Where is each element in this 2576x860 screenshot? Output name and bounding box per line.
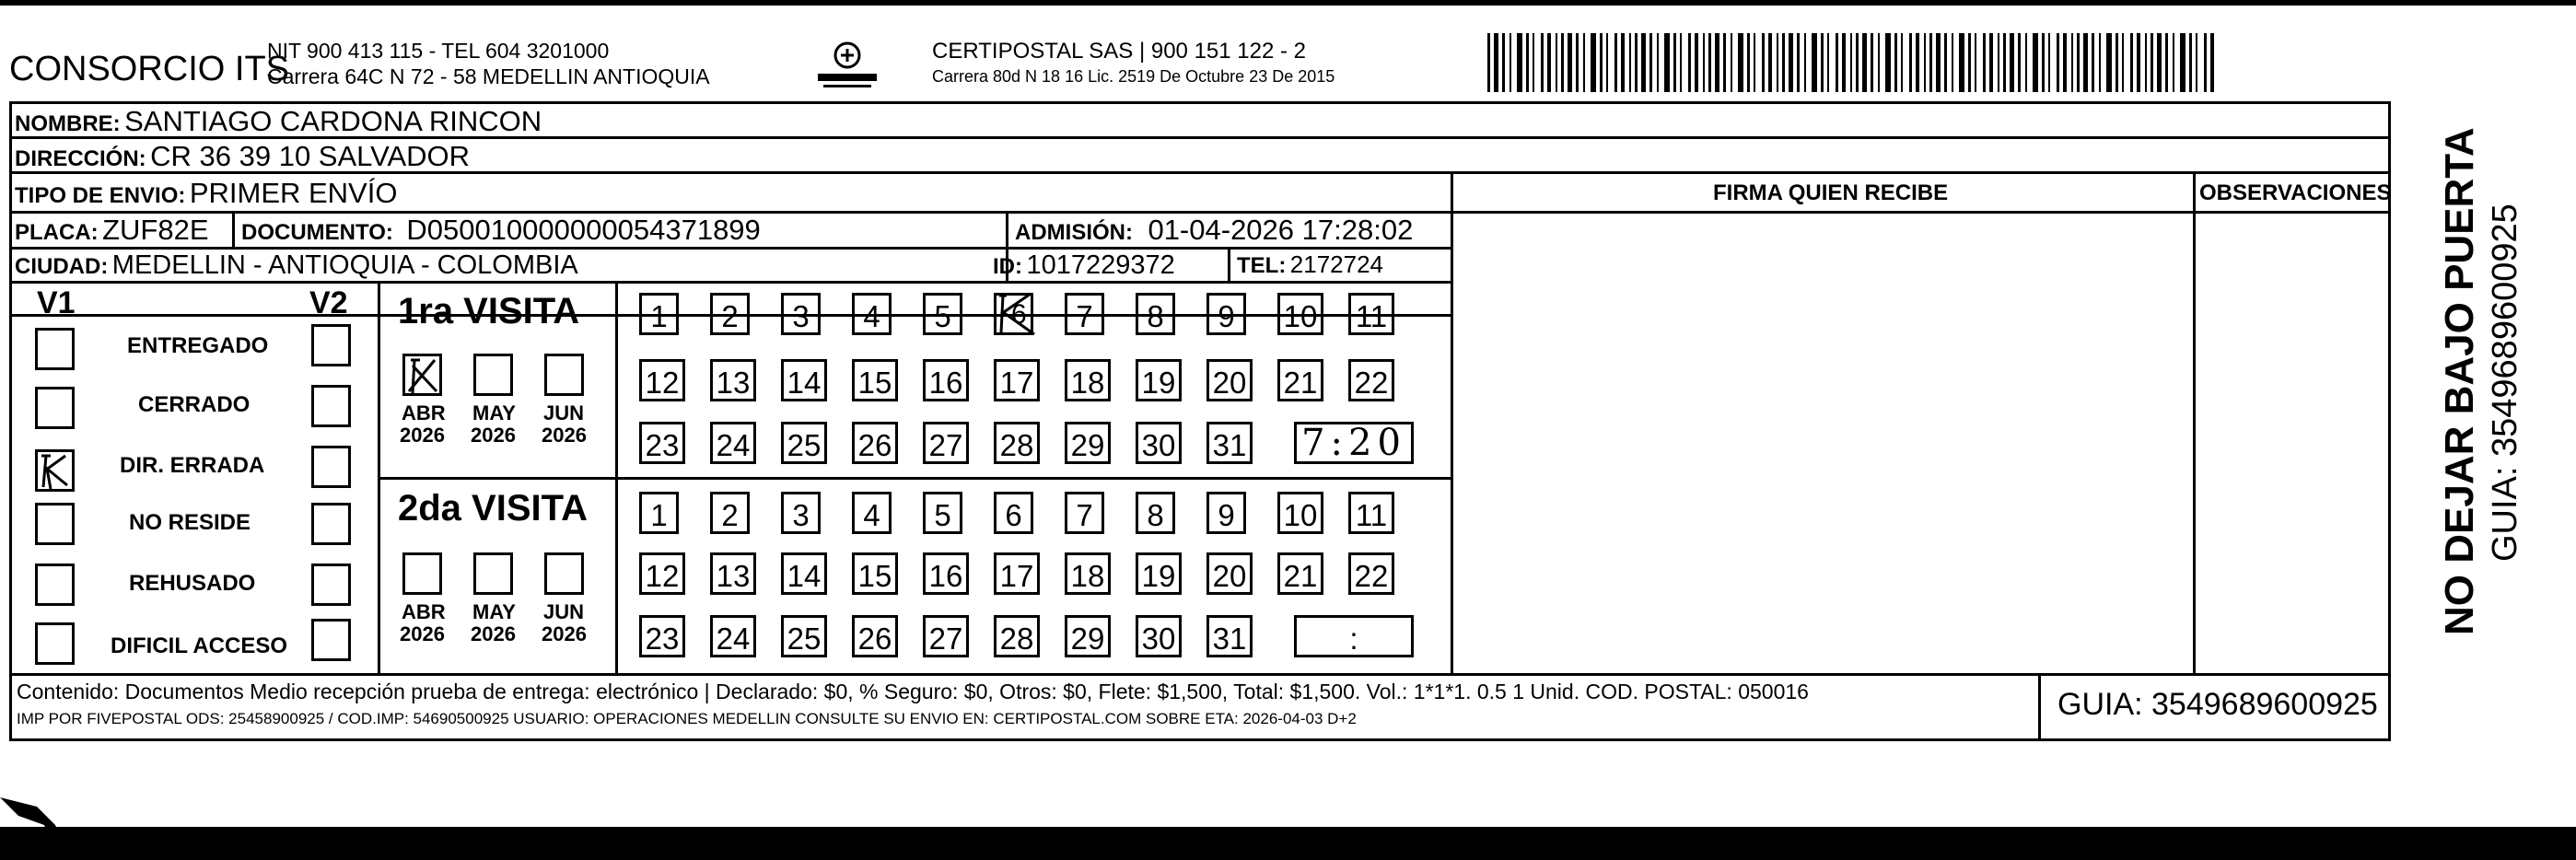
first-visit-day-11[interactable]: 11 — [1348, 293, 1394, 335]
barcode-bar — [1649, 33, 1652, 92]
second-visit-day-3[interactable]: 3 — [781, 492, 821, 534]
status-no-reside: NO RESIDE — [129, 510, 251, 535]
ciudad-label: CIUDAD: — [15, 254, 109, 279]
v1-no-reside-checkbox[interactable] — [35, 503, 75, 545]
first-visit-day-4[interactable]: 4 — [852, 293, 892, 335]
no-dejar-bajo-puerta: NO DEJAR BAJO PUERTA — [2437, 127, 2482, 635]
first-visit-day-28[interactable]: 28 — [994, 422, 1040, 464]
second-visit-month-label: MAY — [472, 600, 516, 623]
barcode-bar — [2010, 33, 2014, 92]
barcode-bar — [1614, 33, 1617, 92]
barcode-bar — [1812, 33, 1817, 92]
second-visit-day-2[interactable]: 2 — [710, 492, 750, 534]
barcode-bar — [1487, 33, 1490, 92]
placa-value: ZUF82E — [102, 214, 209, 246]
barcode-bar — [1502, 33, 1505, 92]
second-visit-month-label: ABR — [402, 600, 446, 623]
barcode-bar — [1641, 33, 1646, 92]
first-visit-time-field[interactable]: 7:20 — [1294, 422, 1414, 464]
barcode — [1487, 33, 2220, 92]
v2-dificil-acceso-checkbox[interactable] — [311, 619, 351, 661]
barcode-bar — [1975, 33, 1976, 92]
v2-no-reside-checkbox[interactable] — [311, 503, 351, 545]
barcode-bar — [1856, 33, 1859, 92]
first-visit-day-23[interactable]: 23 — [639, 422, 685, 464]
second-visit-day-14[interactable]: 14 — [781, 552, 827, 595]
barcode-bar — [1533, 33, 1534, 92]
barcode-bar — [2151, 33, 2153, 92]
barcode-bar — [2042, 33, 2045, 92]
first-visit-day-17[interactable]: 17 — [994, 359, 1040, 401]
second-visit-day-29[interactable]: 29 — [1065, 615, 1111, 657]
barcode-bar — [1989, 33, 1993, 92]
second-visit-day-7[interactable]: 7 — [1065, 492, 1104, 534]
scan-artifact — [0, 788, 111, 843]
v2-cerrado-checkbox[interactable] — [311, 385, 351, 427]
second-visit-day-21[interactable]: 21 — [1277, 552, 1323, 595]
first-visit-day-26[interactable]: 26 — [852, 422, 898, 464]
first-visit-day-7[interactable]: 7 — [1065, 293, 1104, 335]
barcode-bar — [1715, 33, 1719, 92]
barcode-bar — [2145, 33, 2147, 92]
first-visit-day-20[interactable]: 20 — [1206, 359, 1253, 401]
barcode-bar — [2018, 33, 2021, 92]
barcode-bar — [1695, 33, 1698, 92]
barcode-bar — [1583, 33, 1585, 92]
second-visit-time-field[interactable]: : — [1294, 615, 1414, 657]
barcode-bar — [1747, 33, 1750, 92]
v2-entregado-checkbox[interactable] — [311, 324, 351, 366]
tel-label: TEL: — [1237, 253, 1287, 278]
barcode-bar — [1836, 33, 1838, 92]
barcode-bar — [1591, 33, 1596, 92]
barcode-bar — [1754, 33, 1755, 92]
first-visit-day-27[interactable]: 27 — [923, 422, 969, 464]
second-visit-day-25[interactable]: 25 — [781, 615, 827, 657]
first-visit-day-21[interactable]: 21 — [1277, 359, 1323, 401]
barcode-bar — [1526, 33, 1529, 92]
first-visit-day-10[interactable]: 10 — [1277, 293, 1323, 335]
barcode-bar — [1924, 33, 1926, 92]
status-dificil-acceso: DIFICIL ACCESO — [111, 633, 288, 658]
first-visit-day-6[interactable]: 6 — [994, 293, 1033, 335]
second-visit-day-5[interactable]: 5 — [923, 492, 962, 534]
barcode-bar — [1568, 33, 1572, 92]
barcode-bar — [1657, 33, 1659, 92]
barcode-bar — [1782, 33, 1785, 92]
barcode-bar — [1708, 33, 1711, 92]
second-visit-month-abr-checkbox[interactable] — [402, 552, 442, 595]
barcode-bar — [1680, 33, 1682, 92]
side-text — [2392, 101, 2576, 741]
first-visit-day-24[interactable]: 24 — [710, 422, 756, 464]
first-visit-day-12[interactable]: 12 — [639, 359, 685, 401]
first-visit-day-18[interactable]: 18 — [1065, 359, 1111, 401]
barcode-bar — [1777, 33, 1778, 92]
first-visit-title: 1ra VISITA — [398, 291, 580, 331]
second-visit-day-27[interactable]: 27 — [923, 615, 969, 657]
barcode-bar — [2077, 33, 2080, 92]
direccion-value: CR 36 39 10 SALVADOR — [150, 140, 471, 172]
second-visit-day-4[interactable]: 4 — [852, 492, 892, 534]
second-visit-year-label: 2026 — [542, 622, 587, 645]
company-address: Carrera 64C N 72 - 58 MEDELLIN ANTIOQUIA — [267, 64, 710, 88]
admision-value: 01-04-2026 17:28:02 — [1148, 214, 1414, 246]
barcode-bar — [2165, 33, 2168, 92]
barcode-bar — [2063, 33, 2067, 92]
second-visit-day-26[interactable]: 26 — [852, 615, 898, 657]
barcode-bar — [1850, 33, 1852, 92]
barcode-bar — [1738, 33, 1743, 92]
second-visit-day-30[interactable]: 30 — [1136, 615, 1182, 657]
barcode-bar — [2210, 33, 2214, 92]
barcode-bar — [1871, 33, 1873, 92]
barcode-bar — [1494, 33, 1498, 92]
admision-label: ADMISIÓN: — [1015, 220, 1133, 245]
barcode-bar — [1952, 33, 1953, 92]
side-guia: GUIA: 3549689600925 — [2486, 203, 2524, 562]
second-visit-month-jun-checkbox[interactable] — [544, 552, 584, 595]
barcode-bar — [1703, 33, 1705, 92]
bottom-edge — [0, 827, 2576, 860]
barcode-bar — [2130, 33, 2133, 92]
second-visit-day-8[interactable]: 8 — [1136, 492, 1175, 534]
barcode-bar — [1600, 33, 1603, 92]
firma-label: FIRMA QUIEN RECIBE — [1713, 180, 1949, 205]
barcode-bar — [2003, 33, 2006, 92]
documento-value: D050010000000054371899 — [406, 214, 761, 246]
id-label: ID: — [993, 254, 1022, 279]
first-visit-day-19[interactable]: 19 — [1136, 359, 1182, 401]
second-visit-day-16[interactable]: 16 — [923, 552, 969, 595]
barcode-bar — [2071, 33, 2073, 92]
first-visit-month-label: JUN — [543, 401, 585, 424]
second-visit-day-31[interactable]: 31 — [1206, 615, 1253, 657]
status-entregado: ENTREGADO — [127, 333, 269, 358]
contenido-line: Contenido: Documentos Medio recepción prueba de entrega: electrónico | Declarado: $0, % Seguro: $0, Otros: $0, Flete: $1,500, Total: $1,500. Vol.: 1*1*1. 0.5 1 Unid. COD. POSTAL: 050016 — [17, 680, 1809, 703]
v1-rehusado-checkbox[interactable] — [35, 564, 75, 606]
barcode-bar — [1547, 33, 1551, 92]
footer-guia: GUIA: 3549689600925 — [2057, 687, 2378, 722]
first-visit-day-2[interactable]: 2 — [710, 293, 750, 335]
observaciones-label: OBSERVACIONES — [2199, 180, 2392, 205]
second-visit-year-label: 2026 — [400, 622, 445, 645]
first-visit-year-label: 2026 — [471, 424, 516, 447]
second-visit-day-11[interactable]: 11 — [1348, 492, 1394, 534]
barcode-bar — [1983, 33, 1986, 92]
first-visit-month-label: ABR — [402, 401, 446, 424]
v2-rehusado-checkbox[interactable] — [311, 564, 351, 606]
status-rehusado: REHUSADO — [129, 571, 256, 596]
barcode-bar — [2025, 33, 2027, 92]
barcode-bar — [1929, 33, 1932, 92]
barcode-bar — [1629, 33, 1631, 92]
first-visit-day-31[interactable]: 31 — [1206, 422, 1253, 464]
tipo-label: TIPO DE ENVIO: — [15, 183, 186, 208]
barcode-bar — [1673, 33, 1676, 92]
barcode-bar — [1894, 33, 1897, 92]
barcode-bar — [1789, 33, 1793, 92]
top-edge — [0, 0, 2576, 6]
status-dir-errada: DIR. ERRADA — [120, 453, 265, 478]
first-visit-year-label: 2026 — [400, 424, 445, 447]
barcode-bar — [1842, 33, 1846, 92]
courier-address: Carrera 80d N 18 16 Lic. 2519 De Octubre 23 De 2015 — [932, 67, 1335, 86]
second-visit-day-24[interactable]: 24 — [710, 615, 756, 657]
status-cerrado: CERRADO — [138, 392, 251, 417]
v1-dificil-acceso-checkbox[interactable] — [35, 622, 75, 665]
barcode-bar — [1621, 33, 1625, 92]
barcode-bar — [1916, 33, 1919, 92]
second-visit-day-13[interactable]: 13 — [710, 552, 756, 595]
barcode-bar — [1509, 33, 1511, 92]
barcode-bar — [1998, 33, 1999, 92]
second-visit-day-1[interactable]: 1 — [639, 492, 679, 534]
second-visit-day-18[interactable]: 18 — [1065, 552, 1111, 595]
direccion-label: DIRECCIÓN: — [15, 146, 146, 171]
barcode-bar — [2189, 33, 2192, 92]
barcode-bar — [1517, 33, 1522, 92]
second-visit-day-28[interactable]: 28 — [994, 615, 1040, 657]
v2-dir-errada-checkbox[interactable] — [311, 446, 351, 488]
barcode-bar — [1561, 33, 1564, 92]
barcode-bar — [2116, 33, 2118, 92]
first-visit-day-1[interactable]: 1 — [639, 293, 679, 335]
second-visit-year-label: 2026 — [471, 622, 516, 645]
barcode-bar — [1768, 33, 1772, 92]
second-visit-day-6[interactable]: 6 — [994, 492, 1033, 534]
barcode-bar — [2083, 33, 2088, 92]
second-visit-title: 2da VISITA — [398, 488, 588, 529]
certipostal-logo — [810, 37, 884, 92]
second-visit-day-20[interactable]: 20 — [1206, 552, 1253, 595]
first-visit-day-13[interactable]: 13 — [710, 359, 756, 401]
tipo-value: PRIMER ENVÍO — [189, 177, 398, 209]
first-visit-day-29[interactable]: 29 — [1065, 422, 1111, 464]
nit-line: NIT 900 413 115 - TEL 604 3201000 — [267, 39, 610, 63]
barcode-bar — [1731, 33, 1732, 92]
ciudad-value: MEDELLIN - ANTIOQUIA - COLOMBIA — [111, 250, 578, 280]
first-visit-month-label: MAY — [472, 401, 516, 424]
second-visit-month-may-checkbox[interactable] — [473, 552, 513, 595]
barcode-bar — [1862, 33, 1867, 92]
first-visit-month-jun-checkbox[interactable] — [544, 354, 584, 396]
first-visit-day-8[interactable]: 8 — [1136, 293, 1175, 335]
documento-label: DOCUMENTO: — [241, 220, 393, 245]
barcode-bar — [1804, 33, 1806, 92]
second-visit-day-23[interactable]: 23 — [639, 615, 685, 657]
imp-line: IMP POR FIVEPOSTAL ODS: 25458900925 / COD.IMP: 54690500925 USUARIO: OPERACIONES MEDELLIN CONSULTE SU ENVIO EN: CERTIPOSTAL.COM SOBRE ETA: 2026-04-03 D+2 — [17, 710, 1357, 727]
barcode-bar — [1909, 33, 1912, 92]
second-visit-month-label: JUN — [543, 600, 585, 623]
barcode-bar — [1959, 33, 1964, 92]
first-visit-day-22[interactable]: 22 — [1348, 359, 1394, 401]
barcode-bar — [1885, 33, 1891, 92]
barcode-bar — [1901, 33, 1903, 92]
id-value: 1017229372 — [1026, 250, 1175, 280]
barcode-bar — [2157, 33, 2162, 92]
first-visit-day-14[interactable]: 14 — [781, 359, 827, 401]
v1-cerrado-checkbox[interactable] — [35, 387, 75, 429]
barcode-bar — [2137, 33, 2140, 92]
barcode-bar — [1541, 33, 1544, 92]
second-visit-day-22[interactable]: 22 — [1348, 552, 1394, 595]
second-visit-day-9[interactable]: 9 — [1206, 492, 1246, 534]
first-visit-day-3[interactable]: 3 — [781, 293, 821, 335]
company-name: CONSORCIO ITS — [9, 50, 290, 88]
barcode-bar — [1723, 33, 1726, 92]
first-visit-day-15[interactable]: 15 — [852, 359, 898, 401]
barcode-bar — [1827, 33, 1829, 92]
barcode-bar — [2033, 33, 2038, 92]
barcode-bar — [2048, 33, 2050, 92]
barcode-bar — [2173, 33, 2174, 92]
courier-line: CERTIPOSTAL SAS | 900 151 122 - 2 — [932, 39, 1306, 64]
first-visit-day-9[interactable]: 9 — [1206, 293, 1246, 335]
barcode-bar — [1936, 33, 1941, 92]
barcode-bar — [2196, 33, 2197, 92]
second-visit-day-15[interactable]: 15 — [852, 552, 898, 595]
barcode-bar — [1968, 33, 1971, 92]
barcode-bar — [1821, 33, 1824, 92]
first-visit-day-30[interactable]: 30 — [1136, 422, 1182, 464]
barcode-bar — [1878, 33, 1880, 92]
second-visit-day-17[interactable]: 17 — [994, 552, 1040, 595]
barcode-bar — [1664, 33, 1670, 92]
barcode-bar — [2099, 33, 2101, 92]
barcode-bar — [2180, 33, 2186, 92]
barcode-bar — [1944, 33, 1947, 92]
first-visit-month-abr-checkbox[interactable] — [402, 354, 442, 396]
barcode-bar — [1635, 33, 1638, 92]
barcode-bar — [1576, 33, 1579, 92]
v1-entregado-checkbox[interactable] — [35, 328, 75, 370]
first-visit-day-5[interactable]: 5 — [923, 293, 962, 335]
barcode-bar — [2204, 33, 2207, 92]
barcode-bar — [1797, 33, 1800, 92]
barcode-bar — [1606, 33, 1608, 92]
first-visit-year-label: 2026 — [542, 424, 587, 447]
barcode-bar — [2057, 33, 2059, 92]
second-visit-day-12[interactable]: 12 — [639, 552, 685, 595]
tel-value: 2172724 — [1289, 250, 1384, 278]
first-visit-day-16[interactable]: 16 — [923, 359, 969, 401]
first-visit-month-may-checkbox[interactable] — [473, 354, 513, 396]
v2-label: V2 — [309, 285, 348, 320]
second-visit-day-19[interactable]: 19 — [1136, 552, 1182, 595]
v1-label: V1 — [37, 285, 76, 320]
nombre-label: NOMBRE: — [15, 111, 121, 136]
barcode-bar — [2122, 33, 2124, 92]
barcode-bar — [1762, 33, 1765, 92]
barcode-bar — [2106, 33, 2112, 92]
placa-label: PLACA: — [15, 220, 99, 245]
barcode-bar — [2092, 33, 2094, 92]
barcode-bar — [1688, 33, 1691, 92]
nombre-value: SANTIAGO CARDONA RINCON — [124, 105, 542, 137]
first-visit-day-25[interactable]: 25 — [781, 422, 827, 464]
barcode-bar — [1556, 33, 1557, 92]
second-visit-day-10[interactable]: 10 — [1277, 492, 1323, 534]
v1-dir-errada-checkbox[interactable] — [35, 449, 75, 492]
